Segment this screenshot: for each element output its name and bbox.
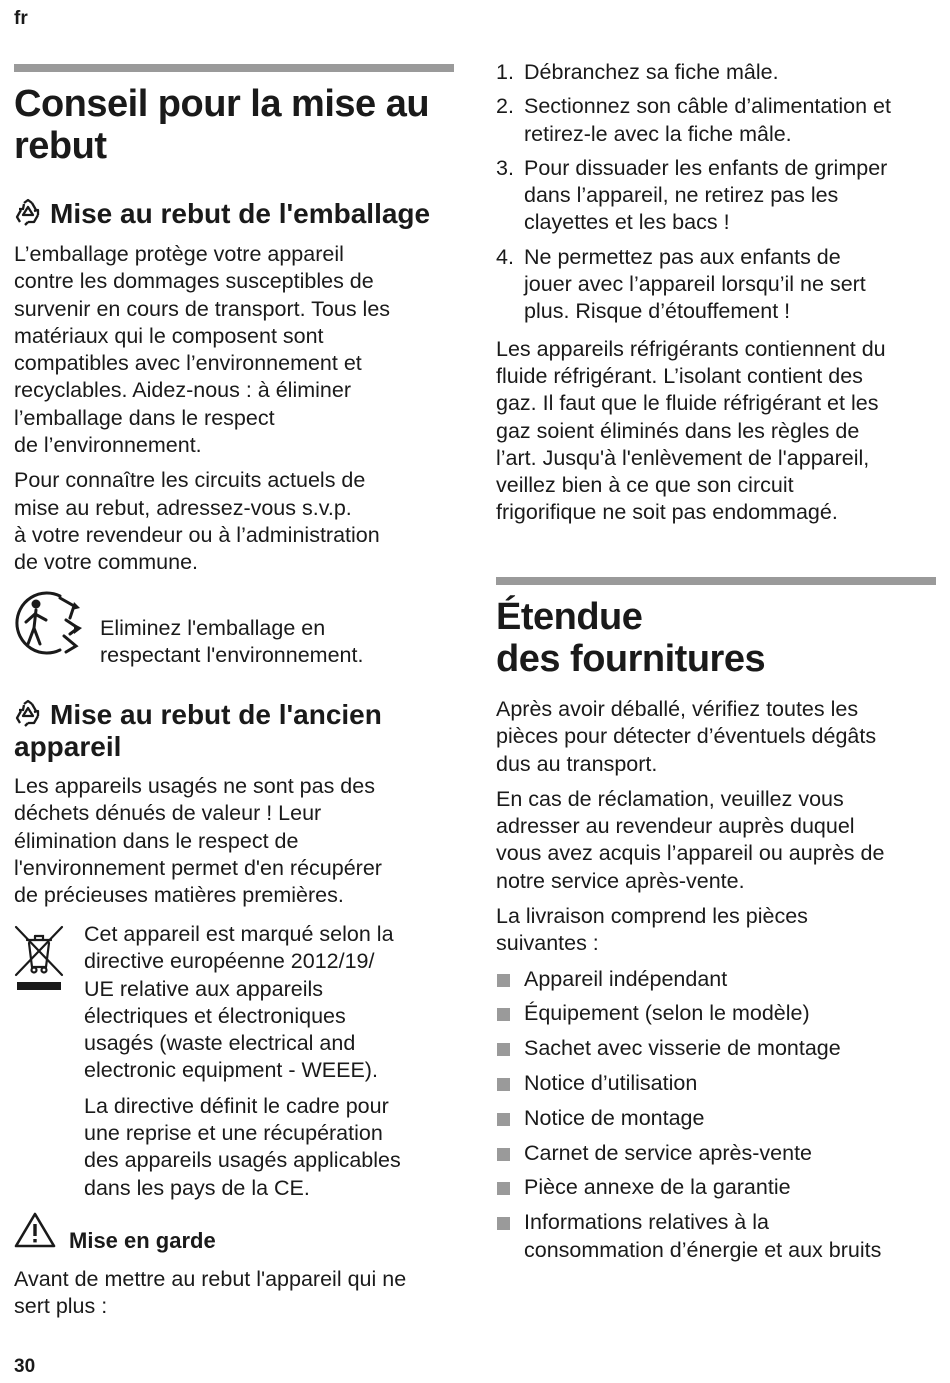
scope-paragraph-2: En cas de réclamation, veuillez vous adresser au revendeur auprès duquel vous avez acquis l’appareil ou auprès de notre service après-vente. (496, 786, 885, 893)
page-title (14, 83, 429, 167)
delivery-items-list (496, 966, 936, 1264)
list-item: 2. Sectionnez son câble d’alimentation et retirez-le avec la fiche mâle. (496, 94, 891, 146)
bullet-square-icon (497, 1078, 510, 1091)
triman-icon (14, 588, 88, 658)
list-item: 4. Ne permettez pas aux enfants de jouer avec l’appareil lorsqu’il ne sert plus. Risque d’étouffement ! (496, 244, 866, 324)
packaging-paragraph-2: Pour connaître les circuits actuels de mise au rebut, adressez-vous s.v.p. à votre revendeur ou à l’administration de votre commune. (14, 468, 380, 575)
warning-icon (14, 1212, 56, 1248)
bullet-square-icon (497, 974, 510, 987)
steps-list (496, 59, 936, 326)
weee-paragraph-1: Cet appareil est marqué selon la directive européenne 2012/19/ UE relative aux appareils électriques et électroniques usagés (waste electrical and electronic equipment - WEEE). (84, 922, 394, 1083)
warning-text: Avant de mettre au rebut l'appareil qui ne sert plus : (14, 1267, 407, 1319)
warning-title: Mise en garde (69, 1228, 216, 1253)
scope-title-line-2: des fournitures (496, 638, 766, 680)
disposal-steps (496, 59, 936, 535)
title-line-2: rebut (14, 125, 107, 167)
list-item: Notice de montage (496, 1105, 936, 1132)
title-line-1: Conseil pour la mise au (14, 83, 430, 125)
list-item: 1. Débranchez sa fiche mâle. (496, 60, 779, 84)
packaging-heading-text: Mise au rebut de l'emballage (50, 198, 431, 229)
page-number: 30 (14, 1356, 36, 1377)
old-appliance-paragraph: Les appareils usagés ne sont pas des déchets dénués de valeur ! Leur élimination dans le respect de l'environnement permet d'en récupérer de précieuses matières premières. (14, 774, 382, 908)
scope-title-line-1: Étendue (496, 596, 643, 638)
triman-caption: Eliminez l'emballage en respectant l'environnement. (100, 616, 364, 668)
list-item: Équipement (selon le modèle) (496, 1000, 936, 1027)
bullet-square-icon (497, 1182, 510, 1195)
list-item: Pièce annexe de la garantie (496, 1174, 936, 1201)
recycle-icon (14, 699, 42, 727)
old-appliance-heading-line-1: Mise au rebut de l'ancien (50, 699, 382, 730)
bullet-square-icon (497, 1113, 510, 1126)
scope-paragraph-3: La livraison comprend les pièces suivantes : (496, 904, 808, 956)
list-item: 3. Pour dissuader les enfants de grimper dans l’appareil, ne retirez pas les clayettes et les bacs ! (496, 155, 888, 235)
scope-paragraph-1: Après avoir déballé, vérifiez toutes les pièces pour détecter d’éventuels dégâts dus au transport. (496, 697, 877, 776)
weee-bin-icon (14, 925, 64, 993)
packaging-body (14, 241, 454, 585)
list-item: Sachet avec visserie de montage (496, 1035, 936, 1062)
section-rule (496, 577, 936, 585)
section-rule (14, 64, 454, 72)
packaging-paragraph-1: L’emballage protège votre appareil contre les dommages susceptibles de survenir en cours de transport. Tous les matériaux qui le composent sont compatibles avec l’environnement et recyclables. Aidez-nous : à éliminer l’emballage dans le respect de l’environnement. (14, 242, 391, 458)
bullet-square-icon (497, 1008, 510, 1021)
old-appliance-heading (14, 699, 454, 763)
scope-body (496, 696, 936, 1271)
recycle-icon (14, 198, 42, 226)
scope-title (496, 596, 765, 680)
refrigerant-paragraph: Les appareils réfrigérants contiennent du fluide réfrigérant. L’isolant contient des gaz. Il faut que le fluide réfrigérant et les gaz soient éliminés dans les règles de l’art. Jusqu'à l'enlèvement de l'appareil, veillez bien à ce que son circuit frigorifique ne soit pas endommagé. (496, 336, 886, 525)
language-label: fr (14, 8, 28, 29)
list-item: Notice d’utilisation (496, 1070, 936, 1097)
bullet-square-icon (497, 1043, 510, 1056)
packaging-heading (14, 198, 430, 230)
list-item: Appareil indépendant (496, 966, 936, 993)
list-item: Informations relatives à la consommation d’énergie et aux bruits (496, 1209, 936, 1264)
weee-body (84, 921, 454, 1210)
list-item: Carnet de service après-vente (496, 1140, 936, 1167)
weee-paragraph-2: La directive définit le cadre pour une reprise et une récupération des appareils usagés applicables dans les pays de la CE. (84, 1093, 401, 1200)
old-appliance-heading-line-2: appareil (14, 731, 122, 762)
bullet-square-icon (497, 1217, 510, 1230)
bullet-square-icon (497, 1148, 510, 1161)
